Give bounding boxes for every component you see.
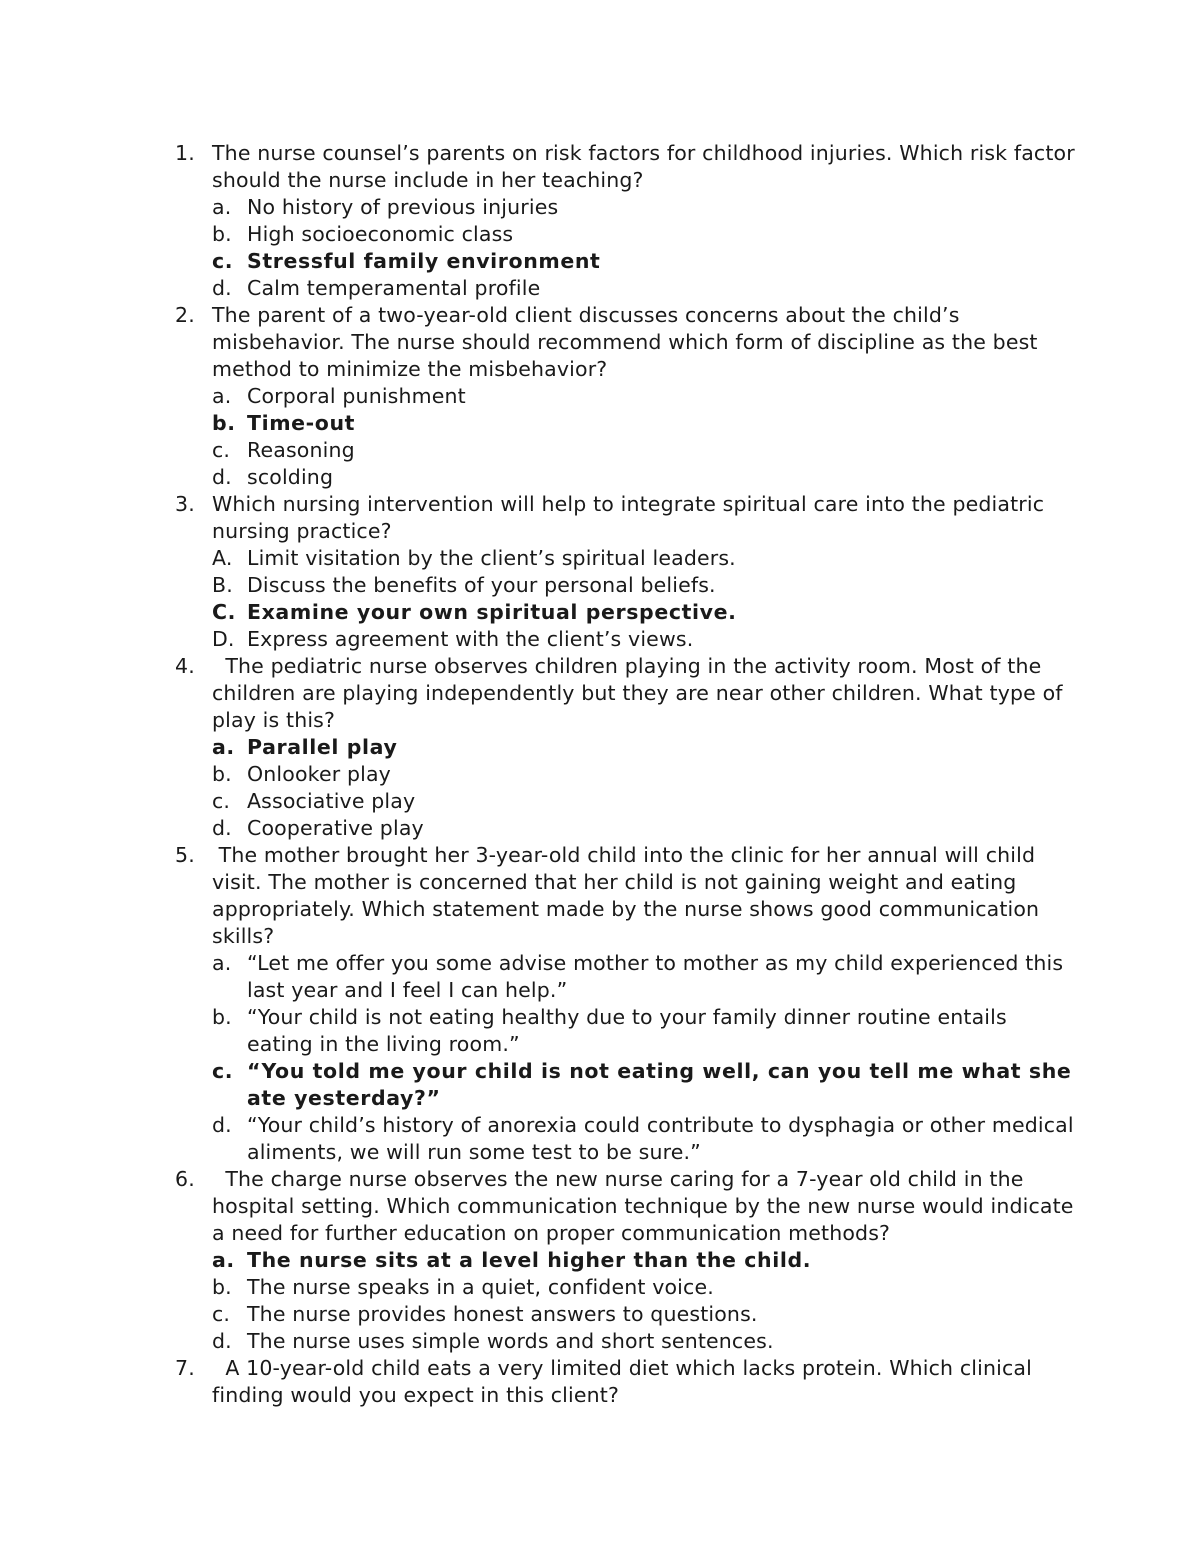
option-letter: a. bbox=[212, 195, 232, 219]
option-letter: b. bbox=[212, 1275, 232, 1299]
option-text: The nurse uses simple words and short sentences. bbox=[247, 1329, 774, 1353]
option-text: Parallel play bbox=[247, 735, 398, 759]
question-text: The parent of a two-year-old client discusses concerns about the child’s misbehavior. The nurse should recommend which form of discipline as the best method to minimize the misbehavior? bbox=[212, 303, 1038, 381]
option-text: The nurse speaks in a quiet, confident voice. bbox=[247, 1275, 714, 1299]
option-letter: c. bbox=[212, 789, 231, 813]
question-item bbox=[175, 842, 1075, 1166]
answer-option-correct bbox=[212, 734, 1075, 761]
option-text: Time-out bbox=[247, 411, 356, 435]
question-item bbox=[175, 1355, 1075, 1409]
answer-option bbox=[212, 383, 1075, 410]
option-letter: a. bbox=[212, 1248, 235, 1272]
question-body bbox=[212, 302, 1075, 491]
option-text: Stressful family environment bbox=[247, 249, 601, 273]
answer-option bbox=[212, 221, 1075, 248]
option-text: “Let me offer you some advise mother to mother as my child experienced this last year and I feel I can help.” bbox=[247, 951, 1064, 1002]
question-item bbox=[175, 491, 1075, 653]
option-text: Limit visitation by the client’s spiritual leaders. bbox=[247, 546, 736, 570]
question-number: 5. bbox=[175, 843, 195, 867]
question-item bbox=[175, 1166, 1075, 1355]
question-text: A 10-year-old child eats a very limited diet which lacks protein. Which clinical finding would you expect in this client? bbox=[212, 1356, 1032, 1407]
answer-option-correct bbox=[212, 599, 1075, 626]
question-body bbox=[212, 842, 1075, 1166]
answer-option bbox=[212, 1004, 1075, 1058]
option-letter: d. bbox=[212, 465, 232, 489]
option-letter: B. bbox=[212, 573, 233, 597]
option-text: Onlooker play bbox=[247, 762, 391, 786]
option-letter: b. bbox=[212, 1005, 232, 1029]
question-item bbox=[175, 140, 1075, 302]
answer-option bbox=[212, 275, 1075, 302]
answer-option bbox=[212, 572, 1075, 599]
option-letter: c. bbox=[212, 1302, 231, 1326]
answer-option-correct bbox=[212, 410, 1075, 437]
question-body bbox=[212, 140, 1075, 302]
answer-option bbox=[212, 626, 1075, 653]
answer-option bbox=[212, 950, 1075, 1004]
option-text: Express agreement with the client’s views. bbox=[247, 627, 694, 651]
answer-option bbox=[212, 815, 1075, 842]
answer-option bbox=[212, 464, 1075, 491]
question-number: 1. bbox=[175, 141, 195, 165]
question-text: The nurse counsel’s parents on risk factors for childhood injuries. Which risk factor should the nurse include in her teaching? bbox=[212, 141, 1075, 192]
option-letter: b. bbox=[212, 222, 232, 246]
answer-option-correct bbox=[212, 1058, 1075, 1112]
option-text: Cooperative play bbox=[247, 816, 424, 840]
option-letter: a. bbox=[212, 735, 235, 759]
answer-option bbox=[212, 437, 1075, 464]
question-number: 3. bbox=[175, 492, 195, 516]
answer-option-correct bbox=[212, 1247, 1075, 1274]
option-letter: c. bbox=[212, 249, 234, 273]
option-letter: a. bbox=[212, 384, 232, 408]
question-number: 2. bbox=[175, 303, 195, 327]
option-text: Discuss the benefits of your personal beliefs. bbox=[247, 573, 716, 597]
question-text: The charge nurse observes the new nurse caring for a 7-year old child in the hospital setting. Which communication technique by the new nurse would indicate a need for further education on proper communication methods? bbox=[212, 1167, 1074, 1245]
option-letter: d. bbox=[212, 1113, 232, 1137]
question-number: 4. bbox=[175, 654, 195, 678]
answer-option bbox=[212, 545, 1075, 572]
option-text: Calm temperamental profile bbox=[247, 276, 541, 300]
option-letter: b. bbox=[212, 762, 232, 786]
option-letter: a. bbox=[212, 951, 232, 975]
question-item bbox=[175, 653, 1075, 842]
question-body bbox=[212, 1355, 1075, 1409]
option-text: The nurse provides honest answers to questions. bbox=[247, 1302, 758, 1326]
question-body bbox=[212, 653, 1075, 842]
question-text: The mother brought her 3-year-old child into the clinic for her annual will child visit. The mother is concerned that her child is not gaining weight and eating appropriately. Which statement made by the nurse shows good communication skills? bbox=[212, 843, 1040, 948]
answer-option bbox=[212, 1274, 1075, 1301]
option-letter: D. bbox=[212, 627, 235, 651]
option-text: “Your child’s history of anorexia could contribute to dysphagia or other medical aliments, we will run some test to be sure.” bbox=[247, 1113, 1074, 1164]
option-letter: d. bbox=[212, 276, 232, 300]
option-text: Associative play bbox=[247, 789, 416, 813]
question-body bbox=[212, 1166, 1075, 1355]
option-text: Corporal punishment bbox=[247, 384, 466, 408]
answer-option bbox=[212, 761, 1075, 788]
option-letter: c. bbox=[212, 438, 231, 462]
answer-option-correct bbox=[212, 248, 1075, 275]
option-letter: d. bbox=[212, 816, 232, 840]
question-list bbox=[175, 140, 1075, 1409]
option-letter: A. bbox=[212, 546, 233, 570]
option-text: scolding bbox=[247, 465, 334, 489]
question-item bbox=[175, 302, 1075, 491]
answer-option bbox=[212, 788, 1075, 815]
question-text: Which nursing intervention will help to integrate spiritual care into the pediatric nursing practice? bbox=[212, 492, 1045, 543]
option-text: The nurse sits at a level higher than the child. bbox=[247, 1248, 812, 1272]
answer-option bbox=[212, 1301, 1075, 1328]
option-text: Examine your own spiritual perspective. bbox=[247, 600, 737, 624]
answer-option bbox=[212, 1112, 1075, 1166]
option-text: No history of previous injuries bbox=[247, 195, 559, 219]
option-letter: C. bbox=[212, 600, 237, 624]
option-text: High socioeconomic class bbox=[247, 222, 514, 246]
question-body bbox=[212, 491, 1075, 653]
option-text: Reasoning bbox=[247, 438, 355, 462]
option-letter: d. bbox=[212, 1329, 232, 1353]
answer-option bbox=[212, 194, 1075, 221]
option-text: “You told me your child is not eating well, can you tell me what she ate yesterday?” bbox=[247, 1059, 1072, 1110]
question-text: The pediatric nurse observes children playing in the activity room. Most of the children are playing independently but they are near other children. What type of play is this? bbox=[212, 654, 1063, 732]
question-number: 6. bbox=[175, 1167, 195, 1191]
option-letter: c. bbox=[212, 1059, 234, 1083]
question-number: 7. bbox=[175, 1356, 195, 1380]
option-text: “Your child is not eating healthy due to your family dinner routine entails eating in the living room.” bbox=[247, 1005, 1007, 1056]
option-letter: b. bbox=[212, 411, 236, 435]
answer-option bbox=[212, 1328, 1075, 1355]
